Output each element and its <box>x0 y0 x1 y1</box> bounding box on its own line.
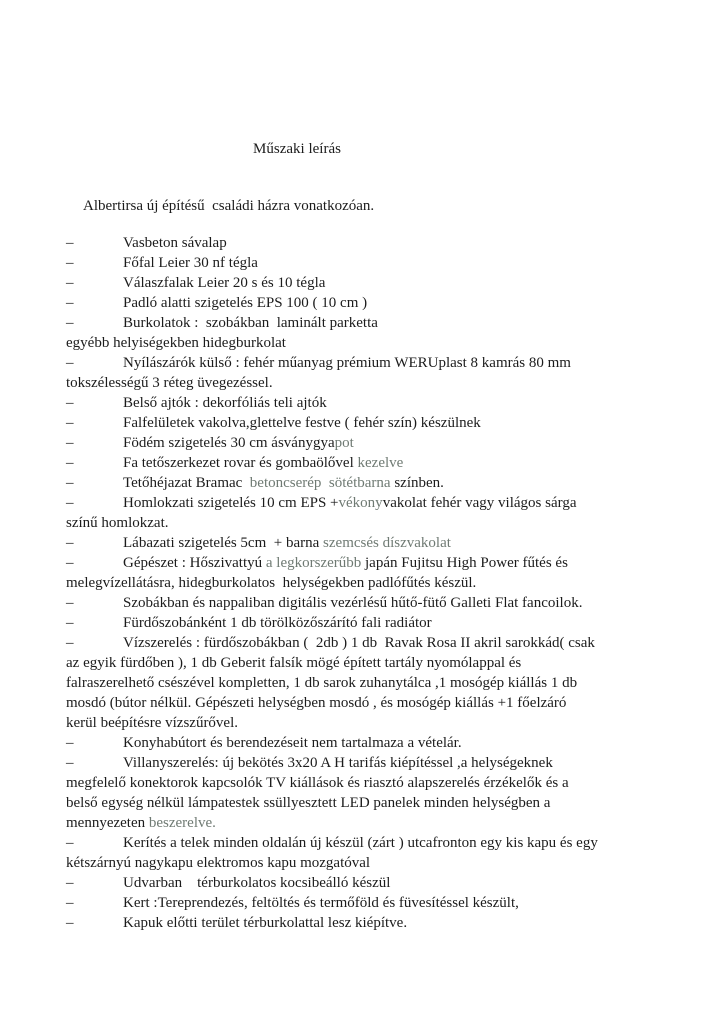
bullet-line <box>66 733 658 753</box>
line-text-segment: Tetőhéjazat Bramac <box>123 475 250 491</box>
line-text-segment: Kert :Tereprendezés, feltöltés és termőföld és füvesítéssel készült, <box>123 895 519 911</box>
line-text-segment: Belső ajtók : dekorfóliás teli ajtók <box>123 395 327 411</box>
continuation-line <box>66 513 658 533</box>
bullet-line <box>66 913 658 933</box>
bullet-line <box>66 353 658 373</box>
line-text-segment: pot <box>334 435 354 451</box>
line-text-segment: vakolat fehér vagy világos sárga <box>382 495 577 511</box>
continuation-line <box>66 673 658 693</box>
line-text-segment: melegvízellátásra, hidegburkolatos helységekben padlófűtés készül. <box>66 575 477 591</box>
continuation-line <box>66 853 658 873</box>
bullet-dash: – <box>66 255 74 271</box>
bullet-dash: – <box>66 475 74 491</box>
bullet-line <box>66 413 658 433</box>
continuation-line <box>66 713 658 733</box>
bullet-dash: – <box>66 395 74 411</box>
line-text-segment: kerül beépítésre vízszűrővel. <box>66 715 239 731</box>
bullet-dash: – <box>66 295 74 311</box>
bullet-dash: – <box>66 635 74 651</box>
bullet-line <box>66 273 658 293</box>
bullet-dash: – <box>66 355 74 371</box>
line-text-segment: falraszerelhető csészével kompletten, 1 db sarok zuhanytálca ,1 mosógép kiállás 1 db <box>66 675 578 691</box>
intro-paragraph: Albertirsa új építésű családi házra vonatkozóan. <box>83 198 375 214</box>
line-text-segment: Födém szigetelés 30 cm ásványgya <box>123 435 335 451</box>
line-text-segment: Főfal Leier 30 nf tégla <box>123 255 258 271</box>
continuation-line <box>66 793 658 813</box>
line-text-segment: belső egység nélkül lámpatestek ssüllyesztett LED panelek minden helységben a <box>66 795 551 811</box>
line-text-segment: Udvarban térburkolatos kocsibeálló készül <box>123 875 391 891</box>
bullet-line <box>66 433 658 453</box>
bullet-line <box>66 313 658 333</box>
line-text-segment: Homlokzati szigetelés 10 cm EPS + <box>123 495 339 511</box>
bullet-list <box>66 233 658 933</box>
line-text-segment: egyébb helyiségekben hidegburkolat <box>66 335 286 351</box>
bullet-dash: – <box>66 235 74 251</box>
line-text-segment: Villanyszerelés: új bekötés 3x20 A H tarifás kiépítéssel ,a helységeknek <box>123 755 553 771</box>
bullet-line <box>66 533 658 553</box>
bullet-dash: – <box>66 895 74 911</box>
line-text-segment: a legkorszerűbb <box>265 555 362 571</box>
bullet-dash: – <box>66 595 74 611</box>
bullet-dash: – <box>66 915 74 931</box>
line-text-segment: japán Fujitsu High Power fűtés és <box>361 555 568 571</box>
bullet-dash: – <box>66 755 74 771</box>
bullet-line <box>66 553 658 573</box>
line-text-segment: szemcsés díszvakolat <box>323 535 451 551</box>
bullet-dash: – <box>66 555 74 571</box>
continuation-line <box>66 333 658 353</box>
line-text-segment: Válaszfalak Leier 20 s és 10 tégla <box>123 275 326 291</box>
bullet-line <box>66 233 658 253</box>
bullet-line <box>66 893 658 913</box>
bullet-dash: – <box>66 835 74 851</box>
line-text-segment: kétszárnyú nagykapu elektromos kapu mozgatóval <box>66 855 371 871</box>
bullet-dash: – <box>66 735 74 751</box>
bullet-line <box>66 613 658 633</box>
continuation-line <box>66 573 658 593</box>
bullet-line <box>66 873 658 893</box>
line-text-segment: Gépészet : Hőszivattyú <box>123 555 266 571</box>
continuation-line <box>66 813 658 833</box>
bullet-line <box>66 753 658 773</box>
bullet-dash: – <box>66 455 74 471</box>
line-text-segment: Szobákban és nappaliban digitális vezérlésű hűtő-fütő Galleti Flat fancoilok. <box>123 595 583 611</box>
page-title: Műszaki leírás <box>253 141 341 157</box>
line-text-segment: színben. <box>390 475 444 491</box>
bullet-line <box>66 393 658 413</box>
line-text-segment: Fürdőszobánként 1 db törölközőszárító fali radiátor <box>123 615 432 631</box>
line-text-segment: megfelelő konektorok kapcsolók TV kiállások és riasztó alapszerelés érzékelők és a <box>66 775 569 791</box>
line-text-segment: az egyik fürdőben ), 1 db Geberit falsík mögé épített tartály nyomólappal és <box>66 655 522 671</box>
line-text-segment: Kerítés a telek minden oldalán új készül (zárt ) utcafronton egy kis kapu és egy <box>123 835 598 851</box>
continuation-line <box>66 773 658 793</box>
line-text-segment: Nyílászárók külső : fehér műanyag prémium WERUplast 8 kamrás 80 mm <box>123 355 571 371</box>
bullet-line <box>66 833 658 853</box>
line-text-segment: beszerelve. <box>148 815 216 831</box>
bullet-dash: – <box>66 275 74 291</box>
line-text-segment: színű homlokzat. <box>66 515 169 531</box>
bullet-dash: – <box>66 415 74 431</box>
bullet-dash: – <box>66 495 74 511</box>
bullet-line <box>66 293 658 313</box>
continuation-line <box>66 373 658 393</box>
bullet-dash: – <box>66 615 74 631</box>
line-text-segment: Vízszerelés : fürdőszobákban ( 2db ) 1 db Ravak Rosa II akril sarokkád( csak <box>123 635 595 651</box>
line-text-segment: Vasbeton sávalap <box>123 235 227 251</box>
line-text-segment: vékony <box>338 495 383 511</box>
line-text-segment: betoncserép sötétbarna <box>249 475 391 491</box>
line-text-segment: Padló alatti szigetelés EPS 100 ( 10 cm ) <box>123 295 368 311</box>
line-text-segment: Fa tetőszerkezet rovar és gombaölővel <box>123 455 358 471</box>
line-text-segment: mosdó (bútor nélkül. Gépészeti helységben mosdó , és mosógép kiállás +1 főelzáró <box>66 695 567 711</box>
bullet-line <box>66 493 658 513</box>
bullet-line <box>66 253 658 273</box>
line-text-segment: Burkolatok : szobákban laminált parketta <box>123 315 378 331</box>
line-text-segment: Lábazati szigetelés 5cm + barna <box>123 535 324 551</box>
line-text-segment: Kapuk előtti terület térburkolattal lesz kiépítve. <box>123 915 408 931</box>
continuation-line <box>66 653 658 673</box>
line-text-segment: tokszélességű 3 réteg üvegezéssel. <box>66 375 273 391</box>
bullet-dash: – <box>66 315 74 331</box>
bullet-dash: – <box>66 875 74 891</box>
bullet-dash: – <box>66 435 74 451</box>
line-text-segment: Falfelületek vakolva,glettelve festve ( fehér szín) készülnek <box>123 415 481 431</box>
bullet-line <box>66 453 658 473</box>
bullet-line <box>66 633 658 653</box>
bullet-dash: – <box>66 535 74 551</box>
bullet-line <box>66 593 658 613</box>
bullet-line <box>66 473 658 493</box>
line-text-segment: Konyhabútort és berendezéseit nem tartalmaza a vételár. <box>123 735 462 751</box>
continuation-line <box>66 693 658 713</box>
line-text-segment: kezelve <box>357 455 404 471</box>
line-text-segment: mennyezeten <box>66 815 149 831</box>
